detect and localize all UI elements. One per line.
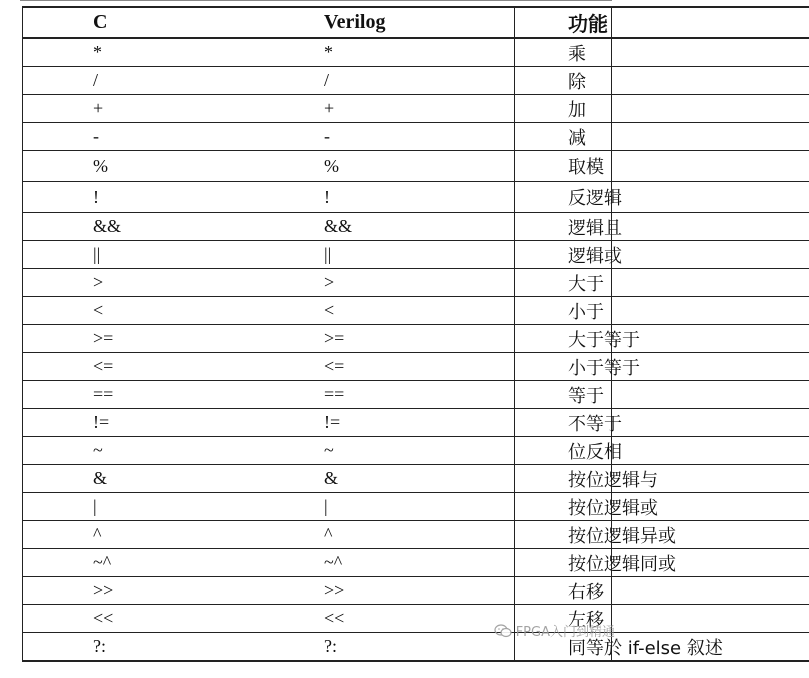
cell-function: 减 xyxy=(515,123,809,151)
table-row xyxy=(23,409,809,437)
cell-c-operator: || xyxy=(23,241,250,269)
cell-c-operator: | xyxy=(23,493,250,521)
cell-verilog-operator: ~ xyxy=(250,437,515,465)
cell-verilog-operator: * xyxy=(250,38,515,67)
cell-verilog-operator: == xyxy=(250,381,515,409)
cell-c-operator: > xyxy=(23,269,250,297)
header-function: 功能 xyxy=(515,7,809,38)
cell-function: 不等于 xyxy=(515,409,809,437)
cell-c-operator: + xyxy=(23,95,250,123)
cell-verilog-operator: > xyxy=(250,269,515,297)
cell-verilog-operator: <= xyxy=(250,353,515,381)
header-verilog: Verilog xyxy=(250,7,515,38)
cell-c-operator: ^ xyxy=(23,521,250,549)
watermark-text: FPGA入门到精通 xyxy=(515,625,615,640)
cell-c-operator: && xyxy=(23,213,250,241)
cell-c-operator: ! xyxy=(23,182,250,213)
cell-c-operator: % xyxy=(23,151,250,182)
cell-verilog-operator: >= xyxy=(250,325,515,353)
table-row xyxy=(23,182,809,213)
table-row xyxy=(23,577,809,605)
cell-function: 取模 xyxy=(515,151,809,182)
cell-c-operator: - xyxy=(23,123,250,151)
cell-c-operator: ~^ xyxy=(23,549,250,577)
cell-verilog-operator: != xyxy=(250,409,515,437)
table-row xyxy=(23,353,809,381)
cell-function: 小于等于 xyxy=(515,353,809,381)
cell-function: 逻辑或 xyxy=(515,241,809,269)
table-row xyxy=(23,241,809,269)
cell-c-operator: != xyxy=(23,409,250,437)
cell-verilog-operator: || xyxy=(250,241,515,269)
cell-c-operator: * xyxy=(23,38,250,67)
table-row xyxy=(23,521,809,549)
cell-c-operator: <= xyxy=(23,353,250,381)
cell-function: 左移 xyxy=(515,605,809,633)
cell-function: 加 xyxy=(515,95,809,123)
operator-table xyxy=(23,6,809,662)
cell-function: 乘 xyxy=(515,38,809,67)
cell-c-operator: & xyxy=(23,465,250,493)
table-row xyxy=(23,325,809,353)
cell-verilog-operator: >> xyxy=(250,577,515,605)
watermark xyxy=(494,621,615,640)
table-row xyxy=(23,151,809,182)
cell-verilog-operator: | xyxy=(250,493,515,521)
cell-verilog-operator: << xyxy=(250,605,515,633)
cell-c-operator: == xyxy=(23,381,250,409)
cell-c-operator: >= xyxy=(23,325,250,353)
cell-verilog-operator: % xyxy=(250,151,515,182)
cell-function: 大于 xyxy=(515,269,809,297)
cell-verilog-operator: < xyxy=(250,297,515,325)
table-row xyxy=(23,213,809,241)
table-header-row xyxy=(23,7,809,38)
cell-function: 右移 xyxy=(515,577,809,605)
wechat-icon xyxy=(494,624,512,638)
cell-verilog-operator: / xyxy=(250,67,515,95)
cell-verilog-operator: + xyxy=(250,95,515,123)
table-row xyxy=(23,633,809,662)
cell-function: 按位逻辑或 xyxy=(515,493,809,521)
cell-c-operator: << xyxy=(23,605,250,633)
cell-verilog-operator: & xyxy=(250,465,515,493)
table-row xyxy=(23,381,809,409)
cell-function: 同等於 if-else 叙述 xyxy=(515,633,809,662)
cell-c-operator: >> xyxy=(23,577,250,605)
cell-function: 位反相 xyxy=(515,437,809,465)
cell-function: 按位逻辑同或 xyxy=(515,549,809,577)
operator-table-frame xyxy=(22,6,723,662)
cell-function: 除 xyxy=(515,67,809,95)
cell-function: 等于 xyxy=(515,381,809,409)
header-c: C xyxy=(23,7,250,38)
cell-c-operator: ?: xyxy=(23,633,250,662)
cell-verilog-operator: && xyxy=(250,213,515,241)
cell-verilog-operator: ! xyxy=(250,182,515,213)
cell-verilog-operator: ^ xyxy=(250,521,515,549)
table-row xyxy=(23,297,809,325)
table-row xyxy=(23,123,809,151)
cell-verilog-operator: ?: xyxy=(250,633,515,662)
cell-c-operator: ~ xyxy=(23,437,250,465)
cell-function: 大于等于 xyxy=(515,325,809,353)
table-row xyxy=(23,67,809,95)
table-row xyxy=(23,549,809,577)
cell-function: 小于 xyxy=(515,297,809,325)
cell-function: 按位逻辑异或 xyxy=(515,521,809,549)
table-row xyxy=(23,38,809,67)
table-row xyxy=(23,605,809,633)
cell-function: 反逻辑 xyxy=(515,182,809,213)
table-row xyxy=(23,465,809,493)
table-body xyxy=(23,38,809,661)
cell-verilog-operator: - xyxy=(250,123,515,151)
cell-function: 按位逻辑与 xyxy=(515,465,809,493)
table-row xyxy=(23,95,809,123)
table-row xyxy=(23,437,809,465)
top-rule xyxy=(20,0,612,3)
cell-function: 逻辑且 xyxy=(515,213,809,241)
table-row xyxy=(23,493,809,521)
cell-c-operator: / xyxy=(23,67,250,95)
cell-c-operator: < xyxy=(23,297,250,325)
table-row xyxy=(23,269,809,297)
cell-verilog-operator: ~^ xyxy=(250,549,515,577)
